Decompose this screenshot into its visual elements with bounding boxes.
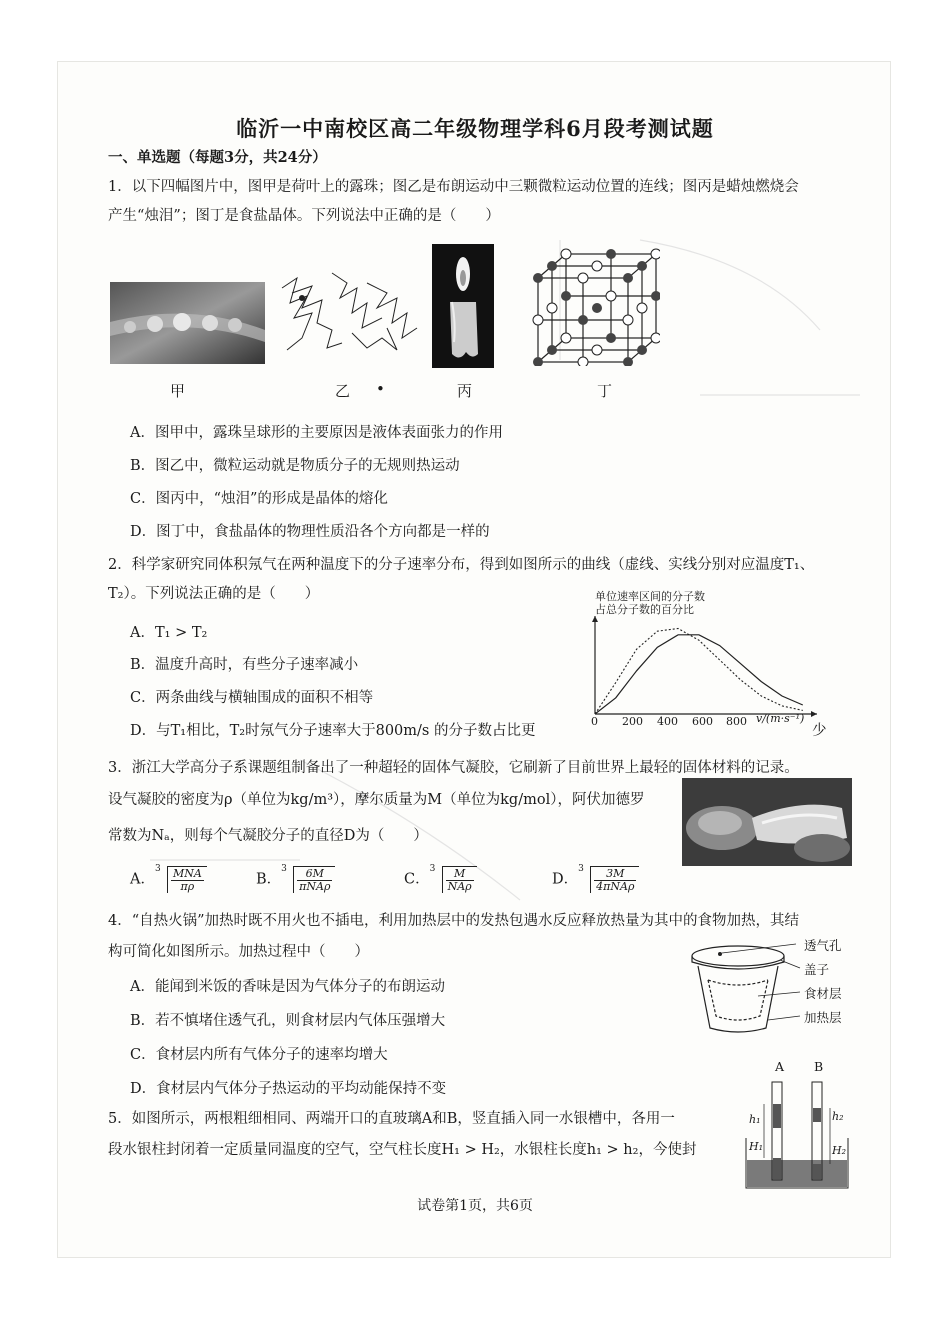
dot-mark: • — [376, 380, 385, 398]
page-footer: 试卷第1页，共6页 — [417, 1198, 533, 1214]
label-H2: H₂ — [832, 1144, 847, 1157]
chart-ylabel-line2: 占总分子数的百分比 — [595, 603, 694, 616]
x-axis-arrow — [811, 711, 817, 717]
q4-option-b: B．若不慎堵住透气孔，则食材层内气体压强增大 — [130, 1013, 446, 1029]
q2-option-c: C．两条曲线与横轴围成的面积不相等 — [130, 690, 374, 706]
cube-root-b — [281, 866, 335, 893]
q3-option-c — [404, 866, 477, 893]
q3-option-c-label: C． — [404, 871, 430, 888]
denominator-c: NAρ — [447, 880, 472, 893]
numerator-d: 3M — [594, 868, 636, 881]
q2-option-b: B．温度升高时，有些分子速率减小 — [130, 657, 359, 673]
x-tick-200: 200 — [622, 715, 643, 728]
label-h1: h₁ — [749, 1113, 761, 1126]
denominator-b: πNAρ — [299, 880, 331, 893]
root-index-c: 3 — [429, 864, 436, 874]
q1-option-c: C．图丙中，“烛泪”的形成是晶体的熔化 — [130, 491, 388, 507]
q2-option-d-tail: 少 — [812, 723, 827, 739]
caption-bing: 丙 — [457, 382, 473, 400]
label-food-layer: 食材层 — [804, 986, 842, 1001]
chart-xlabel: v/(m·s⁻¹) — [756, 712, 805, 725]
q1-option-d: D．图丁中，食盐晶体的物理性质沿各个方向都是一样的 — [130, 524, 490, 540]
label-h2: h₂ — [832, 1110, 844, 1123]
q3-option-b — [256, 866, 335, 893]
numerator-c: M — [446, 868, 474, 881]
brownian-motion-figure — [272, 258, 422, 358]
curve-t1-dashed — [595, 629, 803, 715]
q2-option-a: A．T₁ > T₂ — [130, 625, 208, 641]
label-H1: H₁ — [749, 1140, 764, 1153]
aerogel-photo — [682, 778, 852, 866]
q4-option-a: A．能闻到米饭的香味是因为气体分子的布朗运动 — [130, 979, 445, 995]
cube-root-d — [578, 866, 639, 893]
curve-t2-solid — [595, 635, 803, 714]
numerator-b: 6M — [297, 868, 332, 881]
speed-distribution-chart — [585, 614, 825, 724]
q1-option-a: A．图甲中，露珠呈球形的主要原因是液体表面张力的作用 — [130, 425, 503, 441]
q3-option-a-label: A． — [130, 871, 155, 888]
label-vent-hole: 透气孔 — [804, 938, 842, 953]
q3-stem-line1: 3．浙江大学高分子系课题组制备出了一种超轻的固体气凝胶，它刷新了目前世界上最轻的固体材料的记录。 — [108, 760, 799, 776]
q3-option-a — [130, 866, 207, 893]
q2-stem-line2: T₂）。下列说法正确的是（ ） — [108, 586, 320, 602]
y-axis-arrow — [592, 616, 598, 622]
salt-crystal-lattice — [530, 248, 660, 366]
q2-option-d: D．与T₁相比，T₂时氖气分子速率大于800m/s 的分子数占比更 — [130, 723, 536, 739]
cube-root-c — [430, 866, 477, 893]
denominator-a: πρ — [180, 880, 195, 893]
q1-stem-line2: 产生“烛泪”；图丁是食盐晶体。下列说法中正确的是（ ） — [108, 208, 500, 224]
q3-stem-line2: 设气凝胶的密度为ρ（单位为kg/m³），摩尔质量为M（单位为kg/mol），阿伏加德罗 — [108, 792, 645, 808]
root-index-a: 3 — [154, 864, 161, 874]
caption-jia: 甲 — [170, 382, 186, 400]
q4-option-d: D．食材层内气体分子热运动的平均动能保持不变 — [130, 1081, 447, 1097]
glass-tubes-diagram — [742, 1068, 852, 1194]
q5-stem-line1: 5．如图所示，两根粗细相同、两端开口的直玻璃A和B，竖直插入同一水银槽中，各用一 — [108, 1111, 675, 1127]
q5-stem-line2: 段水银柱封闭着一定质量同温度的空气，空气柱长度H₁ > H₂，水银柱长度h₁ > h₂，今使封 — [108, 1142, 697, 1158]
caption-yi: 乙 — [335, 382, 351, 400]
root-index-b: 3 — [281, 864, 287, 874]
q4-option-c: C．食材层内所有气体分子的速率均增大 — [130, 1047, 388, 1063]
q3-stem-line3: 常数为Nₐ，则每个气凝胶分子的直径D为（ ） — [108, 828, 428, 844]
x-tick-800: 800 — [726, 715, 747, 728]
candle-photo — [432, 244, 494, 368]
label-heating-layer: 加热层 — [804, 1010, 842, 1025]
page-title: 临沂一中南校区高二年级物理学科6月段考测试题 — [236, 116, 714, 141]
x-tick-600: 600 — [692, 715, 713, 728]
self-heating-pot-diagram — [688, 940, 808, 1040]
q2-stem-line1: 2．科学家研究同体积氖气在两种温度下的分子速率分布，得到如图所示的曲线（虚线、实线分别对应温度T₁、 — [108, 557, 815, 573]
caption-ding: 丁 — [597, 382, 613, 400]
denominator-d: 4πNAρ — [596, 880, 635, 893]
q3-option-d — [552, 866, 639, 893]
numerator-a: MNA — [172, 867, 202, 880]
label-lid: 盖子 — [804, 962, 830, 977]
section-heading: 一、单选题（每题3分，共24分） — [108, 149, 327, 166]
q4-stem-line2: 构可简化如图所示。加热过程中（ ） — [108, 944, 369, 960]
q4-stem-line1: 4．“自热火锅”加热时既不用火也不插电，利用加热层中的发热包遇水反应释放热量为其中的食物加热，其结 — [108, 913, 800, 929]
q1-stem-line1: 1．以下四幅图片中，图甲是荷叶上的露珠；图乙是布朗运动中三颗微粒运动位置的连线；图丙是蜡烛燃烧会 — [108, 179, 799, 195]
cube-root-a — [155, 866, 207, 893]
x-tick-0: 0 — [591, 715, 598, 728]
q1-option-b: B．图乙中，微粒运动就是物质分子的无规则热运动 — [130, 458, 460, 474]
dew-drops-photo — [110, 282, 265, 364]
label-tube-b: B — [814, 1059, 824, 1074]
label-tube-a: A — [775, 1059, 785, 1074]
chart-ylabel-line1: 单位速率区间的分子数 — [595, 590, 705, 603]
root-index-d: 3 — [578, 864, 584, 874]
x-tick-400: 400 — [657, 715, 678, 728]
q3-option-b-label: B． — [256, 871, 282, 888]
q3-option-d-label: D． — [552, 871, 579, 888]
